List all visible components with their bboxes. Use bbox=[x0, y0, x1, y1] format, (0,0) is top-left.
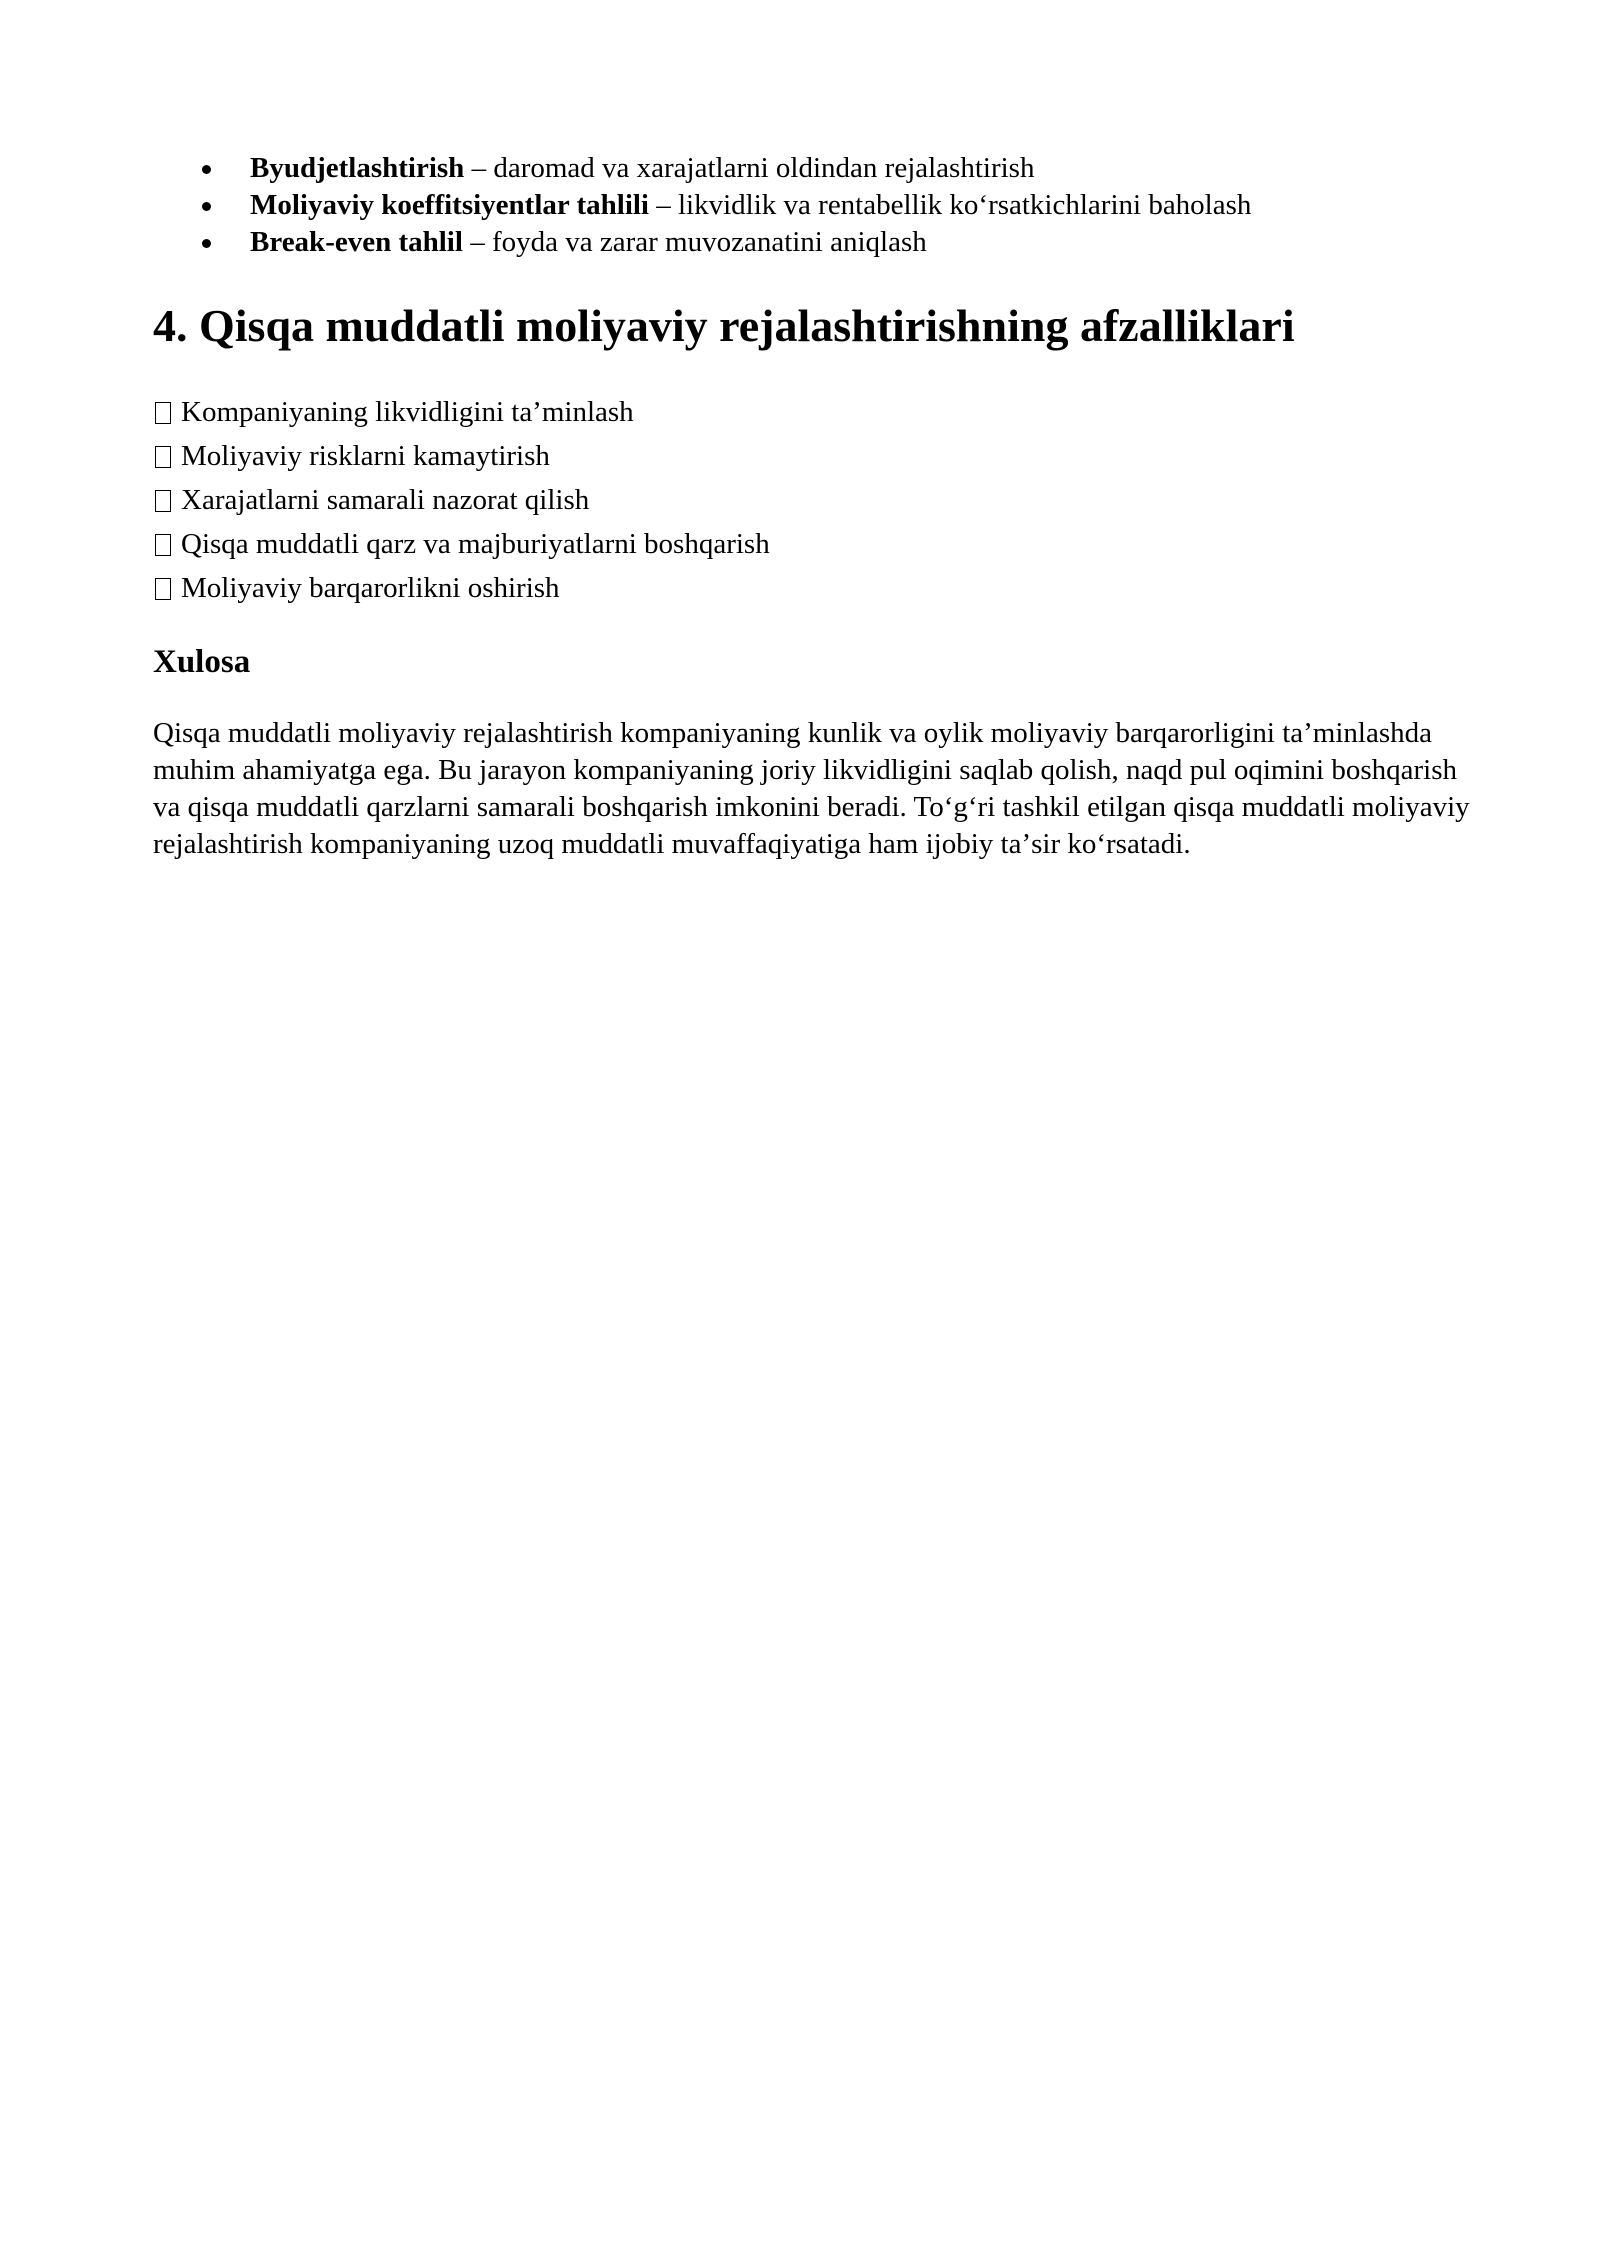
bullet-description: – daromad va xarajatlarni oldindan rejalashtirish bbox=[464, 152, 1035, 184]
bullet-item bbox=[153, 187, 1483, 224]
advantage-item bbox=[153, 522, 1483, 566]
missing-glyph-icon bbox=[155, 446, 171, 468]
advantage-text: Moliyaviy risklarni kamaytirish bbox=[181, 440, 550, 472]
conclusion-paragraph: Qisqa muddatli moliyaviy rejalashtirish kompaniyaning kunlik va oylik moliyaviy barqarorligini taʼminlashda muhim ahamiyatga ega. Bu jarayon kompaniyaning joriy likvidligini saqlab qolish, naqd pul oqimini boshqarish va qisqa muddatli qarzlarni samarali boshqarish imkonini beradi. Toʻgʻri tashkil etilgan qisqa muddatli moliyaviy rejalashtirish kompaniyaning uzoq muddatli muvaffaqiyatiga ham ijobiy taʼsir koʻrsatadi. bbox=[153, 717, 1470, 860]
missing-glyph-icon bbox=[155, 534, 171, 556]
bullet-term: Byudjetlashtirish bbox=[250, 152, 465, 184]
advantage-text: Moliyaviy barqarorlikni oshirish bbox=[181, 572, 560, 604]
bullet-description: – foyda va zarar muvozanatini aniqlash bbox=[462, 226, 927, 258]
bullet-dot-icon bbox=[202, 239, 211, 248]
advantage-item bbox=[153, 478, 1483, 522]
section-heading: 4. Qisqa muddatli moliyaviy rejalashtirishning afzalliklari bbox=[153, 300, 1295, 351]
bullet-dot-icon bbox=[202, 202, 211, 211]
advantage-text: Qisqa muddatli qarz va majburiyatlarni boshqarish bbox=[181, 528, 770, 560]
missing-glyph-icon bbox=[155, 578, 171, 600]
bullet-term: Moliyaviy koeffitsiyentlar tahlili bbox=[250, 189, 649, 221]
advantage-item bbox=[153, 434, 1483, 478]
missing-glyph-icon bbox=[155, 402, 171, 424]
advantages-list bbox=[153, 390, 1483, 610]
bullet-item bbox=[153, 150, 1483, 187]
bullet-description: – likvidlik va rentabellik koʻrsatkichlarini baholash bbox=[649, 189, 1252, 221]
advantage-item bbox=[153, 390, 1483, 434]
advantage-item bbox=[153, 566, 1483, 610]
bullet-item bbox=[153, 224, 1483, 261]
advantage-text: Xarajatlarni samarali nazorat qilish bbox=[181, 484, 590, 516]
conclusion-heading: Xulosa bbox=[153, 644, 251, 680]
page-content bbox=[153, 150, 1483, 863]
bullet-dot-icon bbox=[202, 165, 211, 174]
missing-glyph-icon bbox=[155, 490, 171, 512]
advantage-text: Kompaniyaning likvidligini taʼminlash bbox=[181, 396, 634, 428]
methods-bullet-list bbox=[153, 150, 1483, 261]
bullet-term: Break-even tahlil bbox=[250, 226, 463, 258]
